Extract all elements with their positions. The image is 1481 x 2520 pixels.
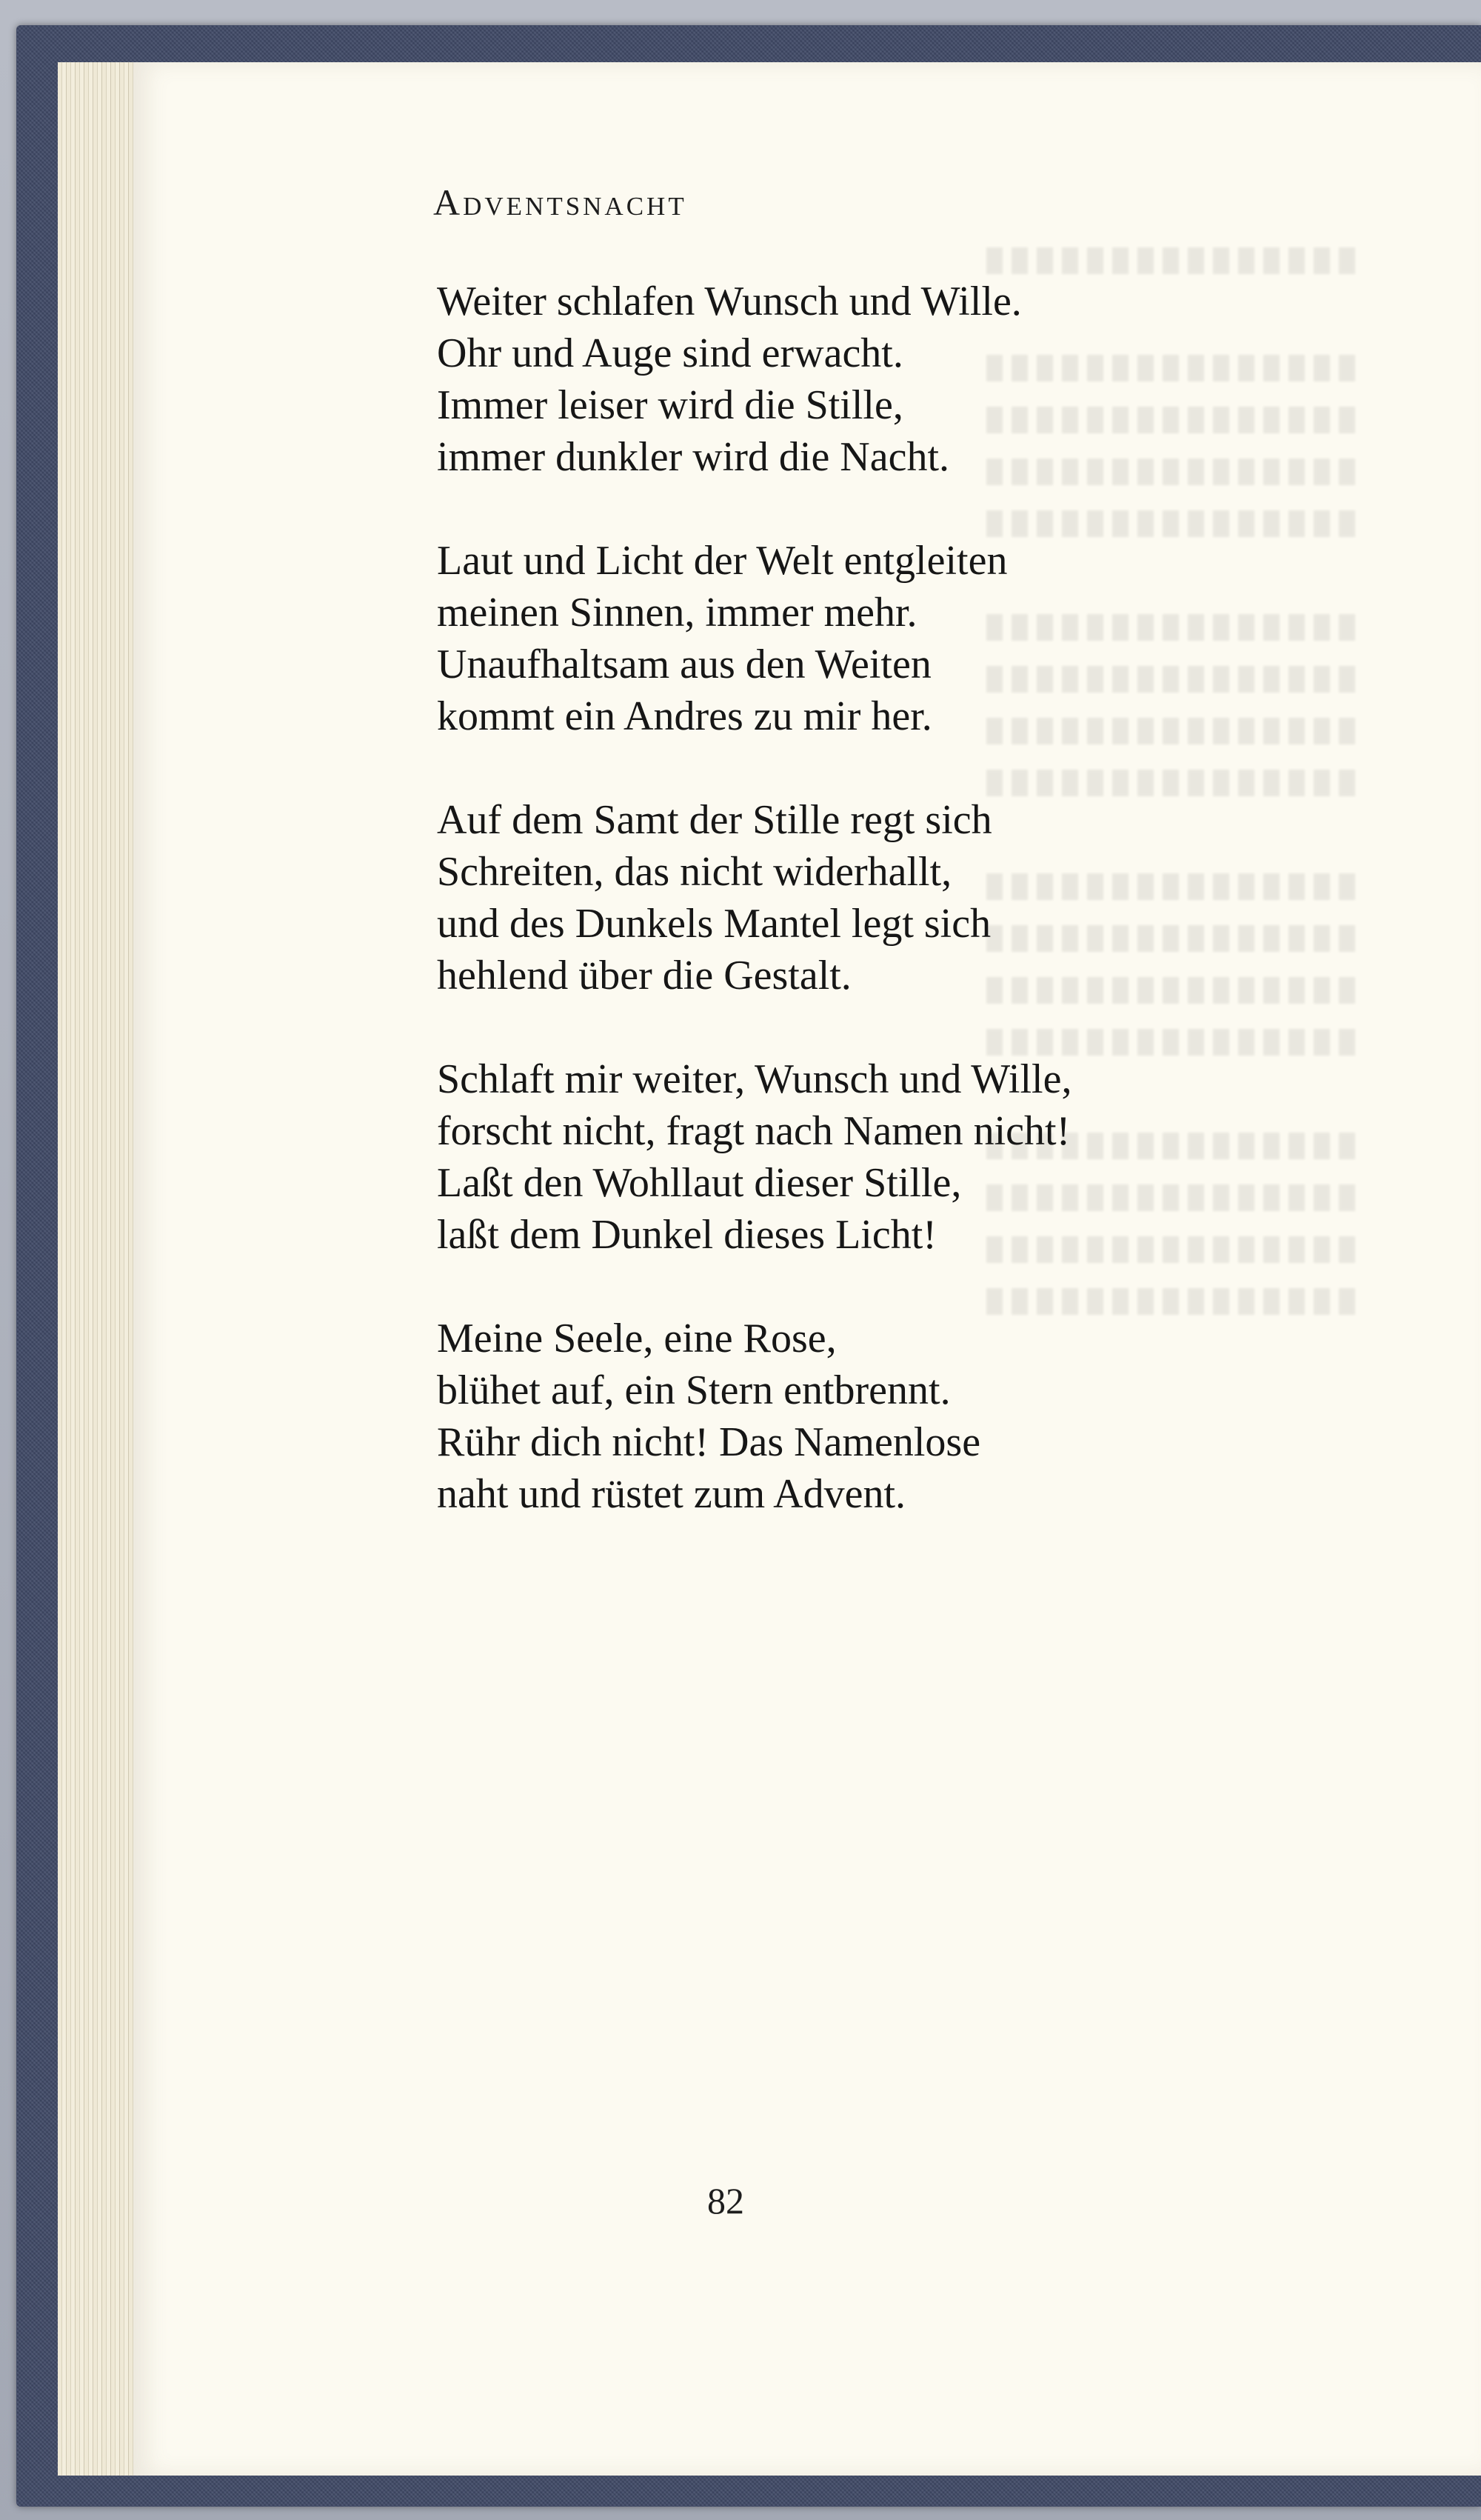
stanza <box>437 794 1325 1001</box>
poem-line: Unaufhaltsam aus den Weiten <box>437 641 932 687</box>
poem-line: immer dunkler wird die Nacht. <box>437 434 950 480</box>
poem-line: Meine Seele, eine Rose, <box>437 1316 837 1361</box>
poem-line: hehlend über die Gestalt. <box>437 953 852 999</box>
poem-line: blühet auf, ein Stern entbrennt. <box>437 1367 951 1413</box>
poem-title: Adventsnacht <box>433 181 687 223</box>
poem-line: Immer leiser wird die Stille, <box>437 382 903 428</box>
stanza <box>437 1313 1325 1520</box>
poem-line: Laßt den Wohllaut dieser Stille, <box>437 1160 962 1206</box>
poem-line: Schlaft mir weiter, Wunsch und Wille, <box>437 1056 1072 1102</box>
poem-line: Ohr und Auge sind erwacht. <box>437 330 903 376</box>
poem-line: und des Dunkels Mantel legt sich <box>437 901 992 947</box>
stanza <box>437 276 1325 483</box>
poem-line: Rühr dich nicht! Das Namenlose <box>437 1419 981 1465</box>
poem-line: Laut und Licht der Welt entgleiten <box>437 538 1008 584</box>
poem-line: Weiter schlafen Wunsch und Wille. <box>437 279 1022 324</box>
page-number: 82 <box>707 2180 744 2221</box>
poem-line: meinen Sinnen, immer mehr. <box>437 590 917 636</box>
poem-line: Schreiten, das nicht widerhallt, <box>437 849 952 895</box>
page-edges <box>58 62 139 2476</box>
poem-line: Auf dem Samt der Stille regt sich <box>437 797 992 843</box>
stanza <box>437 535 1325 742</box>
poem-line: kommt ein Andres zu mir her. <box>437 693 932 739</box>
poem-line: laßt dem Dunkel dieses Licht! <box>437 1212 937 1258</box>
poem-body <box>437 276 1325 1572</box>
poem-line: naht und rüstet zum Advent. <box>437 1471 906 1517</box>
stanza <box>437 1053 1325 1261</box>
poem-line: forscht nicht, fragt nach Namen nicht! <box>437 1108 1071 1154</box>
